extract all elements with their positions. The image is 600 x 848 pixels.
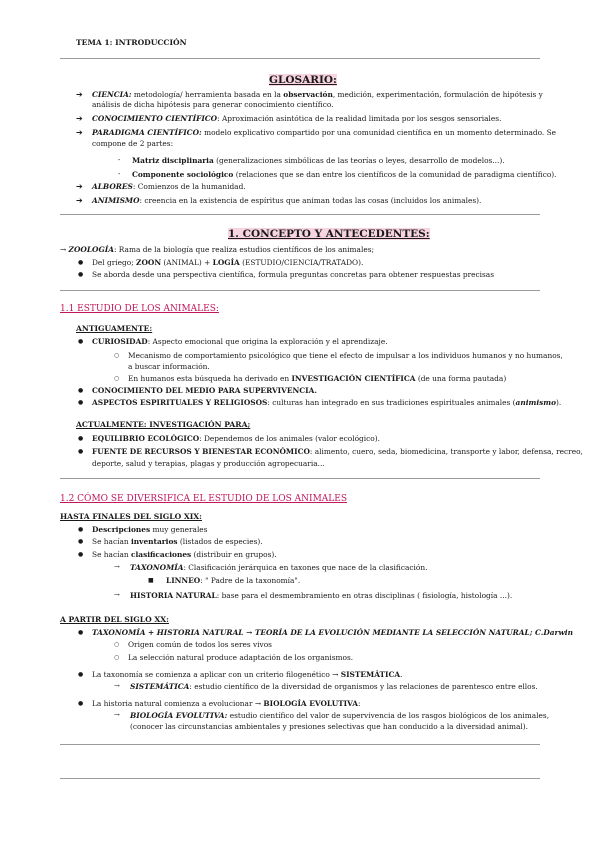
diversifica-biologia: BIOLOGÍA EVOLUTIVA: estudio científico del valor de supervivencia de los rasgos biológicos de los animales, [130,711,550,720]
diversifica-taxonomia: TAXONOMÍA: Clasificación jerárquica en taxones que nace de la clasificación. [130,563,428,572]
diversifica-inventarios: Se hacían inventarios (listados de especies). [92,537,263,546]
circle-bullet-icon: ○ [114,641,120,648]
concepto-griego: Del griego; ZOON (ANIMAL) + LOGÍA (ESTUDIO/CIENCIA/TRATADO). [92,258,364,267]
bullet-icon: ● [78,271,84,278]
bullet-icon: ● [78,399,84,406]
concepto-title: 1. CONCEPTO Y ANTECEDENTES: [228,228,430,240]
bullet-icon: ● [78,629,84,636]
antiguamente-heading: ANTIGUAMENTE: [76,324,153,333]
glosario-ciencia-line2: análisis de dicha hipótesis para generar conocimiento científico. [92,100,334,109]
diversifica-historia: HISTORIA NATURAL: base para el desmembramiento en otras disciplinas ( fisiología, histología ...). [130,591,513,600]
small-arrow-icon: → [114,682,120,690]
divider [60,744,540,745]
square-bullet-icon: ■ [148,577,154,584]
divider [60,478,540,479]
bullet-icon: ● [78,671,84,678]
arrow-icon: ➔ [76,128,83,137]
glosario-animismo: ANIMISMO: creencia en la existencia de espíritus que animan todas las cosas (incluidos los animales). [92,196,482,205]
circle-bullet-icon: ○ [114,654,120,661]
glosario-componente: Componente sociológico (relaciones que se dan entre los científicos de la comunidad de paradigma científico). [132,170,557,179]
estudio-espirituales: ASPECTOS ESPIRITUALES Y RELIGIOSOS: culturas han integrado en sus tradiciones espirituales animales (animismo). [92,398,562,407]
small-arrow-icon: → [114,591,120,599]
bullet-icon: ● [78,448,84,455]
divider [60,214,540,215]
diversifica-origen: Origen común de todos los seres vivos [128,640,272,649]
diversifica-sistematica: SISTEMÁTICA: estudio científico de la diversidad de organismos y las relaciones de parentesco entre ellos. [130,682,538,691]
glosario-conocimiento: CONOCIMIENTO CIENTÍFICO: Aproximación asintótica de la realidad limitada por los sesgos sensoriales. [92,114,502,123]
estudio-mecanismo: Mecanismo de comportamiento psicológico que tiene el efecto de impulsar a los individuos humanos y no humanos, [128,351,563,360]
estudio-title: 1.1 ESTUDIO DE LOS ANIMALES: [60,304,219,314]
concepto-perspectiva: Se aborda desde una perspectiva científica, formula preguntas concretas para obtener respuestas precisas [92,270,494,279]
bullet-icon: ● [78,551,84,558]
glosario-paradigma: PARADIGMA CIENTÍFICO: modelo explicativo compartido por una comunidad científica en un momento determinado. Se [92,128,557,137]
estudio-equilibrio: EQUILIBRIO ECOLÓGICO: Dependemos de los animales (valor ecológico). [92,434,380,443]
diversifica-title: 1.2 CÓMO SE DIVERSIFICA EL ESTUDIO DE LOS ANIMALES [60,494,347,504]
divider [60,58,540,59]
estudio-fuente: FUENTE DE RECURSOS Y BIENESTAR ECONÓMICO: alimento, cuero, seda, biomedicina, transporte y labor, defensa, recreo, [92,447,583,456]
dash-icon: - [118,156,121,164]
bullet-icon: ● [78,387,84,394]
estudio-mecanismo-line2: a buscar información. [128,362,210,371]
diversifica-clasificaciones: Se hacían clasificaciones (distribuir en grupos). [92,550,277,559]
concepto-zoologia: → ZOOLOGÍA: Rama de la biología que realiza estudios científicos de los animales; [60,245,374,254]
estudio-humanos: En humanos esta búsqueda ha derivado en INVESTIGACIÓN CIENTÍFICA (de una forma pautada) [128,374,507,383]
glosario-matriz: Matriz disciplinaria (generalizaciones simbólicas de las teorías o leyes, desarrollo de modelos...). [132,156,505,165]
glosario-albores: ALBORES: Comienzos de la humanidad. [92,182,246,191]
diversifica-descripciones: Descripciones muy generales [92,525,208,534]
bullet-icon: ● [78,700,84,707]
estudio-fuente-line2: deporte, salud y terapias, plagas y producción agropecuaria... [92,459,325,468]
bullet-icon: ● [78,259,84,266]
bullet-icon: ● [78,538,84,545]
arrow-icon: ➔ [76,182,83,191]
diversifica-aplicar: La taxonomía se comienza a aplicar con un criterio filogenético → SISTEMÁTICA. [92,670,403,679]
dash-icon: - [118,170,121,178]
diversifica-biologia-line2: (conocer las circunstancias ambientales y presiones selectivas que han conducido a la diversidad animal). [130,722,529,731]
small-arrow-icon: → [114,563,120,571]
arrow-icon: ➔ [76,196,83,205]
divider [60,290,540,291]
bullet-icon: ● [78,435,84,442]
circle-bullet-icon: ○ [114,352,120,359]
glosario-paradigma-line2: compone de 2 partes: [92,139,174,148]
divider [60,778,540,779]
glosario-title: GLOSARIO: [269,74,337,86]
actualmente-heading: ACTUALMENTE: INVESTIGACIÓN PARA; [76,420,251,429]
diversifica-linneo: LINNEO: " Padre de la taxonomía". [166,576,301,585]
bullet-icon: ● [78,338,84,345]
apartir-heading: A PARTIR DEL SIGLO XX: [60,615,169,624]
estudio-curiosidad: CURIOSIDAD: Aspecto emocional que origina la exploración y el aprendizaje. [92,337,388,346]
diversifica-teoria: TAXONOMÍA + HISTORIA NATURAL → TEORÍA DE LA EVOLUCIÓN MEDIANTE LA SELECCIÓN NATURAL; C.Darwin [92,628,573,637]
small-arrow-icon: → [114,711,120,719]
hasta-heading: HASTA FINALES DEL SIGLO XIX: [60,512,202,521]
circle-bullet-icon: ○ [114,375,120,382]
arrow-icon: ➔ [76,114,83,123]
page-title: TEMA 1: INTRODUCCIÓN [76,38,187,47]
arrow-icon: ➔ [76,90,83,99]
estudio-supervivencia: CONOCIMIENTO DEL MEDIO PARA SUPERVIVENCIA. [92,386,317,395]
diversifica-evolucionar: La historia natural comienza a evolucionar → BIOLOGÍA EVOLUTIVA: [92,699,361,708]
diversifica-seleccion: La selección natural produce adaptación de los organismos. [128,653,354,662]
bullet-icon: ● [78,526,84,533]
glosario-ciencia: CIENCIA: metodología/ herramienta basada en la observación, medición, experimentación, formulación de hipótesis y [92,90,543,99]
